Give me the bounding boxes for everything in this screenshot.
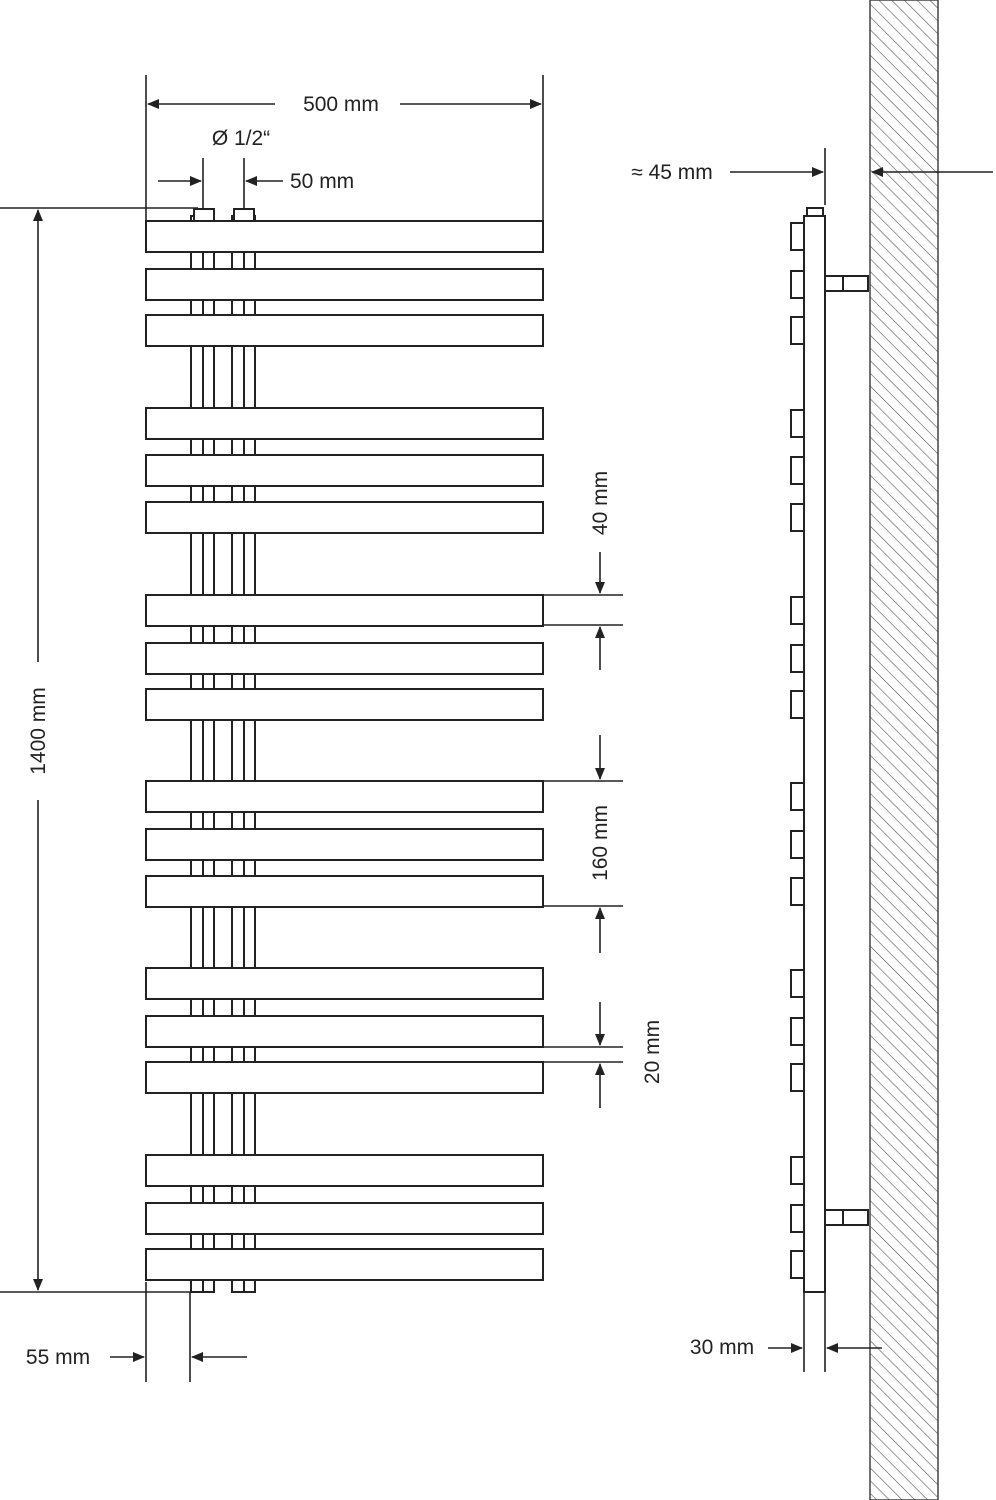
- side-bar-end: [791, 1205, 804, 1232]
- side-bar-end: [791, 831, 804, 858]
- side-depth-label: 30 mm: [689, 1336, 755, 1359]
- side-bar-end: [791, 645, 804, 672]
- connection-stub: [194, 209, 214, 221]
- bar-gap-label: 20 mm: [641, 1019, 664, 1085]
- side-bar-end: [791, 691, 804, 718]
- group-gap-label: 160 mm: [589, 805, 612, 881]
- heating-bar: [146, 455, 543, 486]
- heating-bar: [146, 221, 543, 252]
- heating-bar: [146, 1249, 543, 1280]
- side-bar-end: [791, 783, 804, 810]
- heating-bar: [146, 595, 543, 626]
- side-bar-end: [791, 1157, 804, 1184]
- heating-bar: [146, 1203, 543, 1234]
- side-bar-end: [791, 271, 804, 298]
- bar-height-label: 40 mm: [589, 470, 612, 536]
- heating-bar: [146, 781, 543, 812]
- wall-bracket-top: [825, 276, 868, 291]
- wall-brackets: [825, 276, 868, 1225]
- heating-bar: [146, 689, 543, 720]
- heating-bar: [146, 876, 543, 907]
- heating-bar: [146, 502, 543, 533]
- collector-pipes: [191, 216, 255, 1292]
- side-bar-end: [791, 1064, 804, 1091]
- side-bar-end: [791, 970, 804, 997]
- side-bar-end: [791, 504, 804, 531]
- side-bar-end: [791, 597, 804, 624]
- side-bar-end: [791, 317, 804, 344]
- side-bar-end: [791, 410, 804, 437]
- side-collector: [804, 216, 825, 1292]
- connection-stub: [234, 209, 254, 221]
- side-bar-end: [791, 223, 804, 250]
- heating-bar: [146, 1016, 543, 1047]
- side-bar-end: [791, 457, 804, 484]
- heating-bar: [146, 643, 543, 674]
- heating-bar: [146, 315, 543, 346]
- side-collector-cap: [807, 208, 823, 216]
- wall-distance-label: ≈ 45 mm: [631, 161, 713, 184]
- side-bar-end: [791, 878, 804, 905]
- heating-bar: [146, 269, 543, 300]
- width-dimension-label: 500 mm: [303, 93, 379, 116]
- side-offset-label: 55 mm: [25, 1346, 91, 1369]
- side-bar-ends: [791, 223, 804, 1278]
- wall-section: [870, 0, 938, 1500]
- heating-bar: [146, 829, 543, 860]
- connection-stubs: [194, 209, 254, 221]
- side-bar-end: [791, 1018, 804, 1045]
- side-bar-end: [791, 1251, 804, 1278]
- heating-bar: [146, 968, 543, 999]
- dimension-lines-side: [730, 148, 993, 1372]
- pipe-diameter-label: Ø 1/2“: [211, 127, 271, 150]
- pipe-spacing-label: 50 mm: [290, 170, 355, 193]
- height-dimension-label: 1400 mm: [27, 687, 50, 775]
- heating-bar: [146, 408, 543, 439]
- heating-bar: [146, 1062, 543, 1093]
- heating-bar: [146, 1155, 543, 1186]
- wall-bracket-bottom: [825, 1210, 868, 1225]
